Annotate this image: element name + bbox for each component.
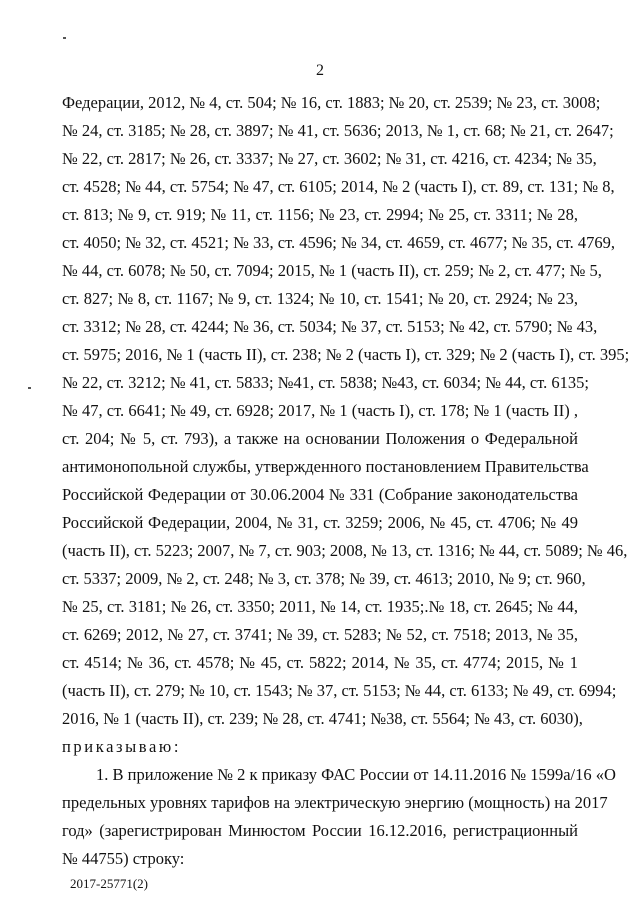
- text-line: 2016, № 1 (часть II), ст. 239; № 28, ст. 4741; №38, ст. 5564; № 43, ст. 6030),: [62, 709, 583, 728]
- text-line: № 47, ст. 6641; № 49, ст. 6928; 2017, № 1 (часть I), ст. 178; № 1 (часть II) ,: [62, 401, 578, 420]
- text-line: ст. 4528; № 44, ст. 5754; № 47, ст. 6105; 2014, № 2 (часть I), ст. 89, ст. 131; № 8,: [62, 177, 615, 196]
- text-line: № 44, ст. 6078; № 50, ст. 7094; 2015, № 1 (часть II), ст. 259; № 2, ст. 477; № 5,: [62, 261, 602, 280]
- scan-speck: [28, 387, 31, 389]
- page-number: 2: [316, 62, 324, 79]
- scan-speck: [63, 37, 66, 39]
- text-line: антимонопольной службы, утвержденного постановлением Правительства: [62, 457, 589, 476]
- order-word: приказываю:: [62, 737, 182, 756]
- text-line: № 25, ст. 3181; № 26, ст. 3350; 2011, № 14, ст. 1935;.№ 18, ст. 2645; № 44,: [62, 597, 578, 616]
- text-line: ст. 5975; 2016, № 1 (часть II), ст. 238; № 2 (часть I), ст. 329; № 2 (часть I), ст. 395;: [62, 345, 630, 364]
- item-line: год» (зарегистрирован Минюстом России 16.12.2016, регистрационный: [62, 821, 578, 840]
- text-line: ст. 3312; № 28, ст. 4244; № 36, ст. 5034; № 37, ст. 5153; № 42, ст. 5790; № 43,: [62, 317, 598, 336]
- text-line: (часть II), ст. 279; № 10, ст. 1543; № 37, ст. 5153; № 44, ст. 6133; № 49, ст. 6994;: [62, 681, 617, 700]
- text-line: № 22, ст. 2817; № 26, ст. 3337; № 27, ст. 3602; № 31, ст. 4216, ст. 4234; № 35,: [62, 149, 597, 168]
- text-line: ст. 204; № 5, ст. 793), а также на основании Положения о Федеральной: [62, 429, 578, 448]
- text-line: ст. 4514; № 36, ст. 4578; № 45, ст. 5822; 2014, № 35, ст. 4774; 2015, № 1: [62, 653, 578, 672]
- text-line: ст. 4050; № 32, ст. 4521; № 33, ст. 4596; № 34, ст. 4659, ст. 4677; № 35, ст. 4769,: [62, 233, 615, 252]
- text-line: Российской Федерации, 2004, № 31, ст. 3259; 2006, № 45, ст. 4706; № 49: [62, 513, 578, 532]
- footer-document-code: 2017-25771(2): [70, 876, 148, 891]
- text-line: Федерации, 2012, № 4, ст. 504; № 16, ст. 1883; № 20, ст. 2539; № 23, ст. 3008;: [62, 93, 601, 112]
- item-line: предельных уровнях тарифов на электрическую энергию (мощность) на 2017: [62, 793, 608, 812]
- text-line: ст. 6269; 2012, № 27, ст. 3741; № 39, ст. 5283; № 52, ст. 7518; 2013, № 35,: [62, 625, 578, 644]
- text-line: № 22, ст. 3212; № 41, ст. 5833; №41, ст. 5838; №43, ст. 6034; № 44, ст. 6135;: [62, 373, 589, 392]
- text-line: ст. 813; № 9, ст. 919; № 11, ст. 1156; № 23, ст. 2994; № 25, ст. 3311; № 28,: [62, 205, 578, 224]
- text-line: № 24, ст. 3185; № 28, ст. 3897; № 41, ст. 5636; 2013, № 1, ст. 68; № 21, ст. 2647;: [62, 121, 614, 140]
- item-line: 1. В приложение № 2 к приказу ФАС России от 14.11.2016 № 1599а/16 «О: [96, 765, 616, 784]
- text-line: Российской Федерации от 30.06.2004 № 331 (Собрание законодательства: [62, 485, 578, 504]
- text-line: (часть II), ст. 5223; 2007, № 7, ст. 903; 2008, № 13, ст. 1316; № 44, ст. 5089; № 46,: [62, 541, 628, 560]
- text-line: ст. 827; № 8, ст. 1167; № 9, ст. 1324; № 10, ст. 1541; № 20, ст. 2924; № 23,: [62, 289, 578, 308]
- text-line: ст. 5337; 2009, № 2, ст. 248; № 3, ст. 378; № 39, ст. 4613; 2010, № 9; ст. 960,: [62, 569, 586, 588]
- item-line: № 44755) строку:: [62, 849, 185, 868]
